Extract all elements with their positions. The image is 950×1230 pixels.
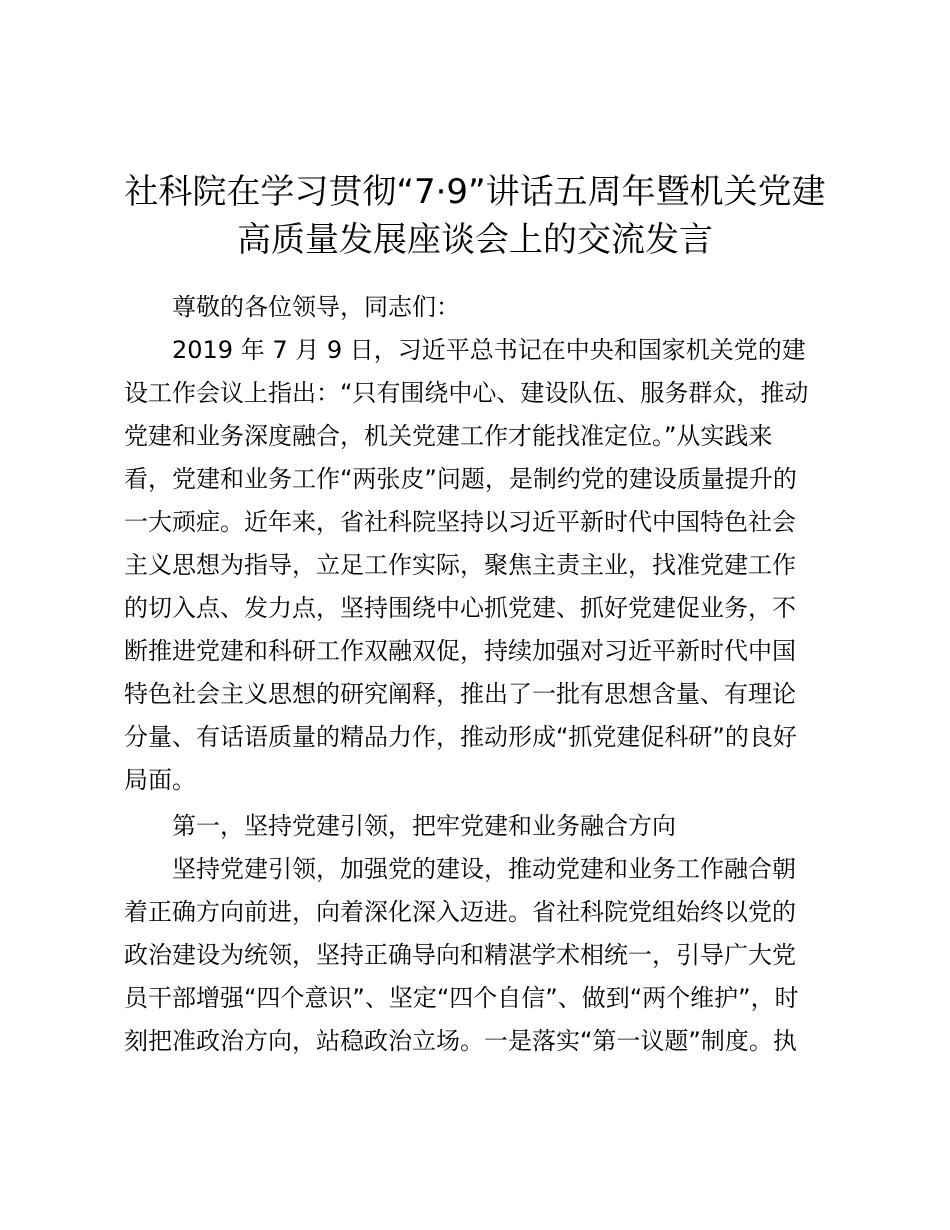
section-heading: 第一，坚持党建引领，把牢党建和业务融合方向 xyxy=(172,812,676,840)
salutation: 尊敬的各位领导，同志们： xyxy=(172,293,460,321)
paragraph-line: 设工作会议上指出：“只有围绕中心、建设队伍、服务群众，推动 xyxy=(124,379,809,407)
document-title-line-2: 高质量发展座谈会上的交流发言 xyxy=(237,220,713,260)
paragraph-line: 主义思想为指导，立足工作实际，聚焦主责主业，找准党建工作 xyxy=(124,551,796,579)
paragraph-line: 局面。 xyxy=(124,766,196,794)
paragraph-line: 分量、有话语质量的精品力作，推动形成“抓党建促科研”的良好 xyxy=(124,723,797,751)
paragraph-line: 刻把准政治方向，站稳政治立场。一是落实“第一议题”制度。执 xyxy=(124,1027,797,1055)
paragraph-line: 坚持党建引领，加强党的建设，推动党建和业务工作融合朝 xyxy=(172,855,796,883)
paragraph-line: 政治建设为统领，坚持正确导向和精湛学术相统一，引导广大党 xyxy=(124,941,796,969)
paragraph-line: 断推进党建和科研工作双融双促，持续加强对习近平新时代中国 xyxy=(124,637,796,665)
paragraph-line: 员干部增强“四个意识”、坚定“四个自信”、做到“两个维护”，时 xyxy=(124,984,799,1012)
paragraph-line: 看，党建和业务工作“两张皮”问题，是制约党的建设质量提升的 xyxy=(124,465,797,493)
paragraph-line: 2019 年 7 月 9 日，习近平总书记在中央和国家机关党的建 xyxy=(172,336,806,364)
document-title-line-1: 社科院在学习贯彻“7·9”讲话五周年暨机关党建 xyxy=(124,172,826,212)
paragraph-line: 党建和业务深度融合，机关党建工作才能找准定位。”从实践来 xyxy=(124,422,773,450)
paragraph-line: 着正确方向前进，向着深化深入迈进。省社科院党组始终以党的 xyxy=(124,898,796,926)
paragraph-line: 特色社会主义思想的研究阐释，推出了一批有思想含量、有理论 xyxy=(124,680,796,708)
paragraph-line: 一大顽症。近年来，省社科院坚持以习近平新时代中国特色社会 xyxy=(124,508,796,536)
paragraph-line: 的切入点、发力点，坚持围绕中心抓党建、抓好党建促业务，不 xyxy=(124,594,796,622)
